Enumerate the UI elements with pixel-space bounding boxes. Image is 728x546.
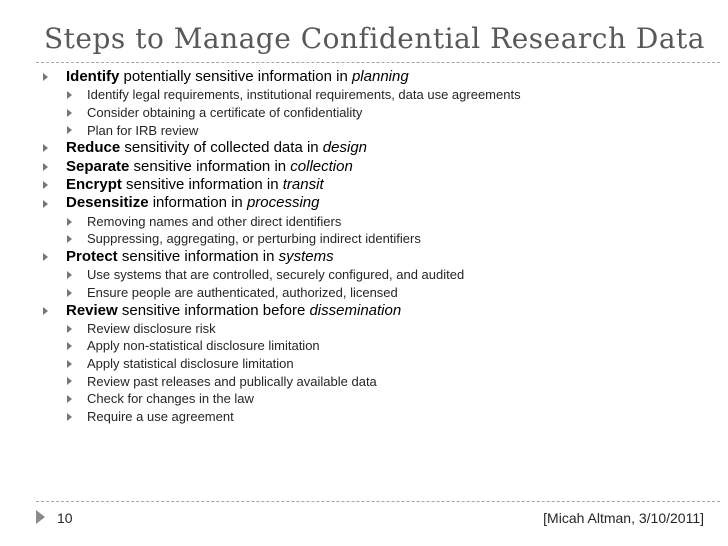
bullet-item: [40, 248, 720, 266]
bullet-arrow-icon: [67, 325, 72, 333]
bullet-text-segment: design: [322, 139, 367, 157]
bullet-text-segment: systems: [278, 247, 334, 265]
bullet-arrow-icon: [43, 73, 48, 81]
sub-bullet-item: [40, 122, 720, 140]
bullet-arrow-icon: [67, 271, 72, 279]
bullet-list: [40, 68, 720, 425]
bullet-arrow-icon: [43, 144, 48, 152]
bullet-item: [40, 194, 720, 212]
bullet-arrow-icon: [67, 342, 72, 350]
bullet-text-segment: dissemination: [309, 301, 402, 319]
bullet-text: [87, 390, 254, 407]
bullet-text-segment: Review: [66, 301, 118, 319]
bullet-arrow-icon: [67, 109, 72, 117]
sub-bullet-item: [40, 230, 720, 248]
bullet-text-segment: Check for changes in the law: [87, 391, 254, 407]
sub-bullet-item: [40, 355, 720, 373]
bullet-text-segment: sensitive information in: [121, 175, 283, 193]
slide-title: Steps to Manage Confidential Research Data: [44, 22, 705, 55]
bullet-text: [87, 408, 234, 425]
bullet-text: [66, 68, 409, 86]
bullet-text: [87, 230, 421, 247]
bullet-text-segment: sensitive information in: [117, 247, 279, 265]
sub-bullet-item: [40, 390, 720, 408]
bullet-text-segment: Identify: [66, 68, 120, 85]
bullet-text-segment: Removing names and other direct identifiers: [87, 213, 342, 229]
bullet-text: [87, 373, 377, 390]
bullet-text-segment: collection: [290, 157, 353, 175]
bullet-text: [66, 158, 353, 176]
bullet-text-segment: information in: [148, 194, 247, 212]
footer-citation: [Micah Altman, 3/10/2011]: [543, 510, 704, 526]
bullet-text-segment: Review past releases and publically available data: [87, 373, 377, 389]
bullet-text: [87, 320, 216, 337]
bullet-text-segment: Consider obtaining a certificate of confidentiality: [87, 104, 363, 120]
bullet-arrow-icon: [67, 218, 72, 226]
bullet-arrow-icon: [43, 181, 48, 189]
bullet-arrow-icon: [67, 91, 72, 99]
bullet-text: [66, 248, 334, 266]
bullet-arrow-icon: [43, 307, 48, 315]
bullet-arrow-icon: [67, 126, 72, 134]
bullet-item: [40, 68, 720, 86]
bullet-text-segment: Apply non-statistical disclosure limitation: [87, 338, 320, 354]
bullet-text: [66, 302, 401, 320]
bullet-text: [66, 176, 324, 194]
sub-bullet-item: [40, 408, 720, 426]
bullet-text-segment: Desensitize: [66, 194, 149, 212]
page-number: 10: [57, 510, 73, 526]
bullet-arrow-icon: [67, 289, 72, 297]
bullet-text-segment: processing: [246, 194, 320, 212]
bullet-text-segment: Reduce: [66, 139, 121, 157]
sub-bullet-item: [40, 320, 720, 338]
bullet-arrow-icon: [43, 253, 48, 261]
bullet-text-segment: Protect: [66, 247, 118, 265]
bullet-text-segment: Encrypt: [66, 175, 122, 193]
bullet-text: [87, 86, 521, 103]
bullet-text-segment: Plan for IRB review: [87, 122, 199, 138]
bullet-text-segment: sensitive information before: [117, 301, 310, 319]
bullet-item: [40, 176, 720, 194]
bullet-text-segment: sensitive information in: [129, 157, 291, 175]
bullet-text: [87, 266, 464, 283]
footer-arrow-icon: [36, 510, 45, 524]
bullet-text-segment: Suppressing, aggregating, or perturbing indirect identifiers: [87, 231, 421, 247]
bullet-text-segment: Apply statistical disclosure limitation: [87, 356, 294, 372]
sub-bullet-item: [40, 86, 720, 104]
bullet-arrow-icon: [67, 377, 72, 385]
bullet-item: [40, 302, 720, 320]
bullet-arrow-icon: [67, 413, 72, 421]
bullet-item: [40, 158, 720, 176]
footer-divider: [36, 501, 720, 502]
bullet-item: [40, 139, 720, 157]
bullet-text: [87, 284, 398, 301]
title-divider: [36, 62, 720, 63]
bullet-text-segment: sensitivity of collected data in: [120, 139, 323, 157]
sub-bullet-item: [40, 104, 720, 122]
sub-bullet-item: [40, 337, 720, 355]
bullet-text-segment: Identify legal requirements, institutional requirements, data use agreements: [87, 87, 521, 103]
bullet-text-segment: potentially sensitive information in: [119, 68, 352, 85]
bullet-text: [87, 337, 320, 354]
bullet-text: [87, 122, 198, 139]
bullet-text: [66, 139, 367, 157]
bullet-text-segment: Ensure people are authenticated, authorized, licensed: [87, 284, 398, 300]
bullet-text-segment: planning: [351, 68, 409, 85]
sub-bullet-item: [40, 373, 720, 391]
sub-bullet-item: [40, 284, 720, 302]
bullet-text-segment: Require a use agreement: [87, 408, 234, 424]
bullet-text: [87, 355, 294, 372]
bullet-text-segment: Review disclosure risk: [87, 320, 216, 336]
bullet-text: [87, 104, 362, 121]
bullet-text: [87, 213, 341, 230]
bullet-text-segment: Use systems that are controlled, securely configured, and audited: [87, 267, 465, 283]
bullet-arrow-icon: [67, 235, 72, 243]
bullet-arrow-icon: [67, 395, 72, 403]
bullet-arrow-icon: [43, 200, 48, 208]
bullet-arrow-icon: [43, 163, 48, 171]
bullet-arrow-icon: [67, 360, 72, 368]
bullet-text: [66, 194, 319, 212]
sub-bullet-item: [40, 266, 720, 284]
bullet-text-segment: transit: [282, 175, 324, 193]
bullet-text-segment: Separate: [66, 157, 130, 175]
sub-bullet-item: [40, 213, 720, 231]
